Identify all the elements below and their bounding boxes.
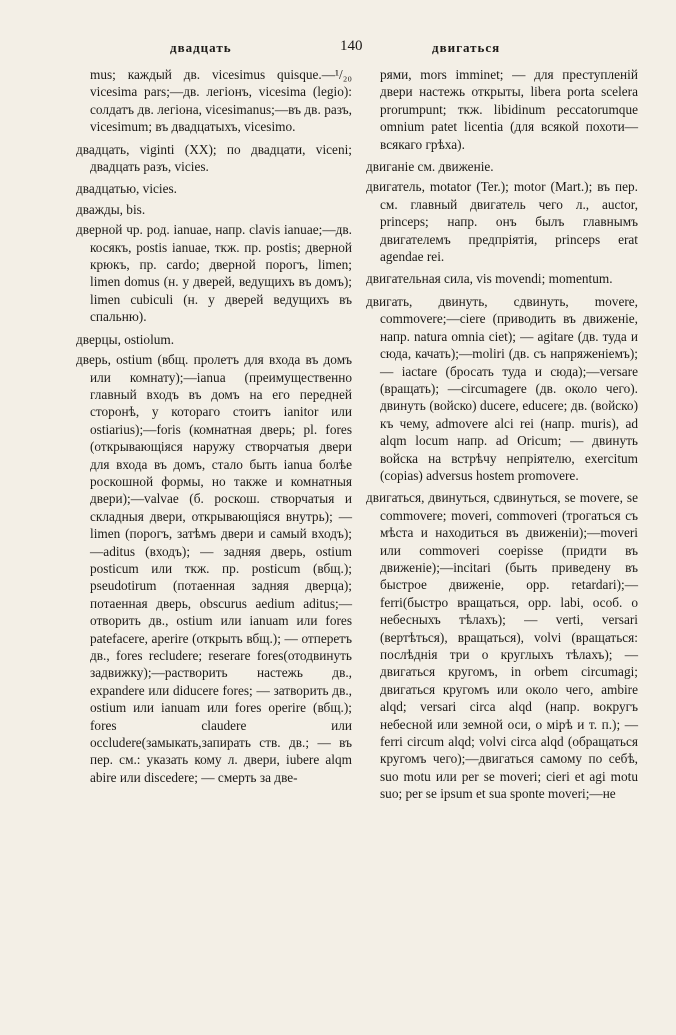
dictionary-entry: рями, mors imminet; — для преступленій двери настежь открыты, libera porta scelera prorumpunt; ткж. libidinum peccatorumque omnium patet licentia (для всякой похоти—всякаго грѣха). bbox=[380, 67, 638, 152]
dictionary-entry: двиганіе см. движеніе. bbox=[366, 159, 494, 175]
left-column bbox=[76, 66, 352, 791]
dictionary-entry: mus; каждый дв. vicesimus quisque.—¹/₂₀ vicesima pars;—дв. легіонъ, vicesima (legio): солдатъ дв. легіона, vicesimanus;—въ дв. разъ, vicesimum; въ двадцатыхъ, vicesimo. bbox=[90, 67, 352, 135]
dictionary-entry: двигаться, двинуться, сдвинуться, se movere, se commovere; moveri, commoveri (трогаться съ мѣста и находиться въ движеніи);—moveri или commoveri coepisse (придти въ движеніе);—incitari (быть приведену въ быстрое движеніе, opp. retardari);—ferri(быстро вращаться, opp. labi, особ. о небесныхъ тѣлахъ); — verti, versari (вертѣться), вращаться), volvi (вращаться: послѣднія три о круглыхъ тѣлахъ); — двигаться кругомъ, in orbem circumagi; двигаться кругомъ или около чего, ambire alqd; versari circa alqd (напр. вокругъ небесной или земной оси, о мірѣ и т. п.); — ferri circum alqd; volvi circa alqd (обращаться кругомъ чего);—двигаться самому по себѣ, suo motu или per se moveri; cieri et agi motu suo; per se ipsum et sua sponte moveri;—не bbox=[366, 490, 638, 802]
dictionary-entry: двигательная сила, vis movendi; momentum. bbox=[366, 271, 613, 287]
dictionary-entry: дважды, bis. bbox=[76, 201, 146, 217]
dictionary-entry: двадцать, viginti (XX); по двадцати, viceni; двадцать разъ, vicies. bbox=[76, 141, 352, 175]
dictionary-entry: двигатель, motator (Ter.); motor (Mart.); въ пер. см. главный двигатель чего л., auctor, princeps; напр. онъ былъ главнымъ двигателемъ предпріятія, princeps erat agendae rei. bbox=[366, 179, 638, 265]
dictionary-entry: дверцы, ostiolum. bbox=[76, 331, 175, 347]
dictionary-entry: дверь, ostium (вбщ. пролетъ для входа въ домъ или комнату);—ianua (преимущественно главный входъ въ домъ на его передней сторонѣ, у котораго стоитъ ianitor или ostiarius);—foris (комнатная дверь; pl. fores (открывающіяся наружу створчатыя двери для входа въ домъ, стало быть ianua болѣе роскошной формы, но также и комнатныя двери);—valvae (б. роскош. створчатыя и складныя двери, открывающіяся внутрь); —limen (порогъ, затѣмъ двери и самый входъ);—aditus (входъ); — задняя дверь, ostium posticum или ткж. пр. posticum (вбщ.); pseudotirum (потаенная задняя дверца); потаенная дверь, obscurus aedium aditus;—отворить дв., ostium или ianuam или fores patefacere, aperire (открыть вбщ.); — отперетъ дв., fores recludere; reserare fores(отодвинуть задвижку);—растворить настежь дв., expandere или diducere fores; — затворить дв., ostium или ianuam или fores operire (вбщ.); fores claudere или occludere(замыкать,запирать ств. дв.; — въ пер. см.: указать кому л. двери, iubere alqm abire или discedere; — смерть за две- bbox=[76, 352, 352, 785]
right-column bbox=[366, 66, 638, 808]
running-head bbox=[0, 38, 676, 60]
right-headword: двигаться bbox=[432, 40, 501, 55]
page-number: 140 bbox=[340, 38, 363, 54]
dictionary-entry: двадцатью, vicies. bbox=[76, 181, 178, 197]
dictionary-entry: двигать, двинуть, сдвинуть, movere, commovere;—ciere (приводить въ движеніе, напр. natura omnia ciet); — agitare (дв. туда и сюда, качать);—moliri (дв. съ напряженіемъ); — iactare (бросать туда и сюда);—versare (вращать); —circumagere (дв. около чего). двинуть (войско) ducere, educere; дв. (войско) къ чему, admovere alci rei (напр. muris), ad alqm locum напр. ad Oricum; — двинуть войска на встрѣчу непріятелю, exercitum (copias) adversus hostem promovere. bbox=[366, 293, 638, 483]
dictionary-entry: дверной чр. род. ianuae, напр. clavis ianuae;—дв. косякъ, postis ianuae, ткж. пр. postis; дверной крюкъ, пр. cardo; дверной порогъ, limen; limen domus (н. у дверей, ведущихъ въ домъ); limen cubiculi (н. у дверей ведущихъ въ спальню). bbox=[76, 222, 352, 325]
left-headword: двадцать bbox=[170, 40, 232, 55]
